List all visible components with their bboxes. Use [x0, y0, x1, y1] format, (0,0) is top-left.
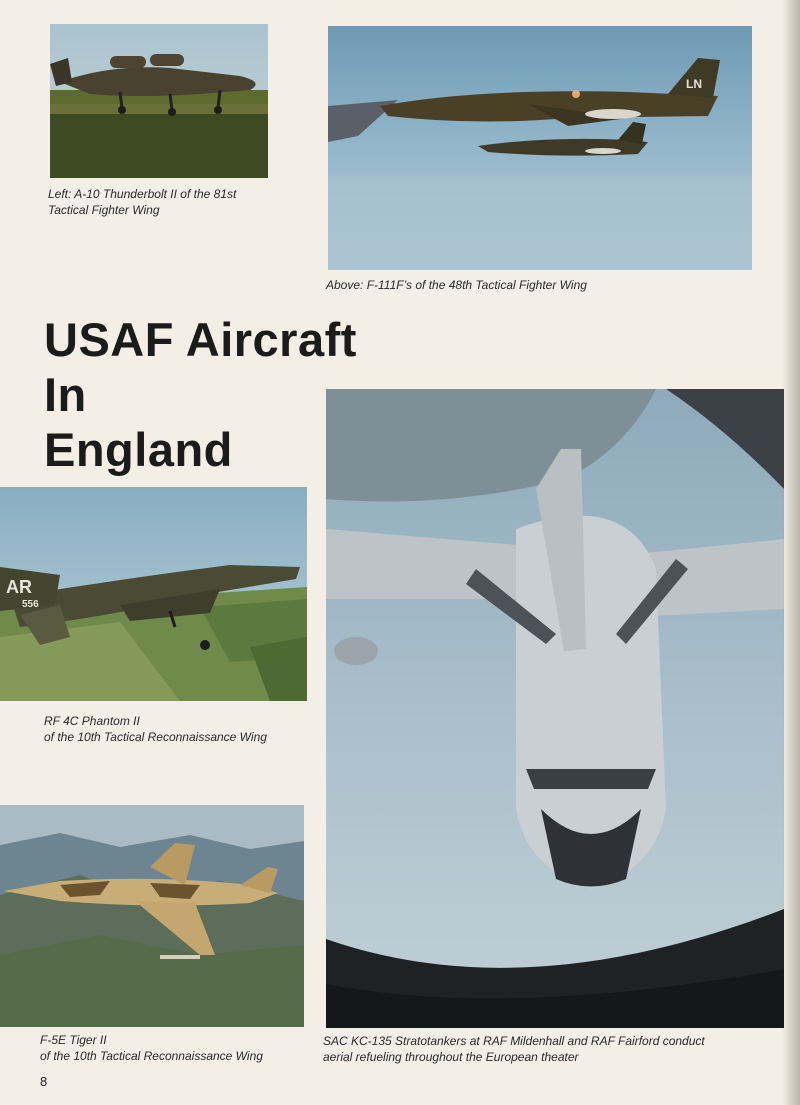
a10-photo [50, 24, 268, 178]
rf4c-serial: 556 [22, 599, 39, 610]
f111-caption: Above: F-111F’s of the 48th Tactical Fighter Wing [326, 278, 587, 292]
kc135-photo [326, 389, 784, 1028]
rf4c-caption: RF 4C Phantom II of the 10th Tactical Reconnaissance Wing [44, 714, 267, 744]
f111-tail-marking: LN [686, 77, 702, 91]
f111-photo [328, 26, 752, 270]
f5e-caption: F-5E Tiger II of the 10th Tactical Reconnaissance Wing [40, 1033, 263, 1063]
page-spine-shadow [782, 0, 800, 1105]
f5e-photo [0, 805, 304, 1027]
a10-caption: Left: A-10 Thunderbolt II of the 81st Tactical Fighter Wing [48, 187, 237, 217]
page-number: 8 [40, 1074, 48, 1089]
kc135-caption: SAC KC-135 Stratotankers at RAF Mildenhall and RAF Fairford conduct aerial refueling throughout the European theater [323, 1034, 705, 1064]
rf4c-photo [0, 487, 307, 701]
rf4c-tail-code: AR [6, 577, 32, 597]
page-title: USAF Aircraft In England [44, 313, 357, 476]
